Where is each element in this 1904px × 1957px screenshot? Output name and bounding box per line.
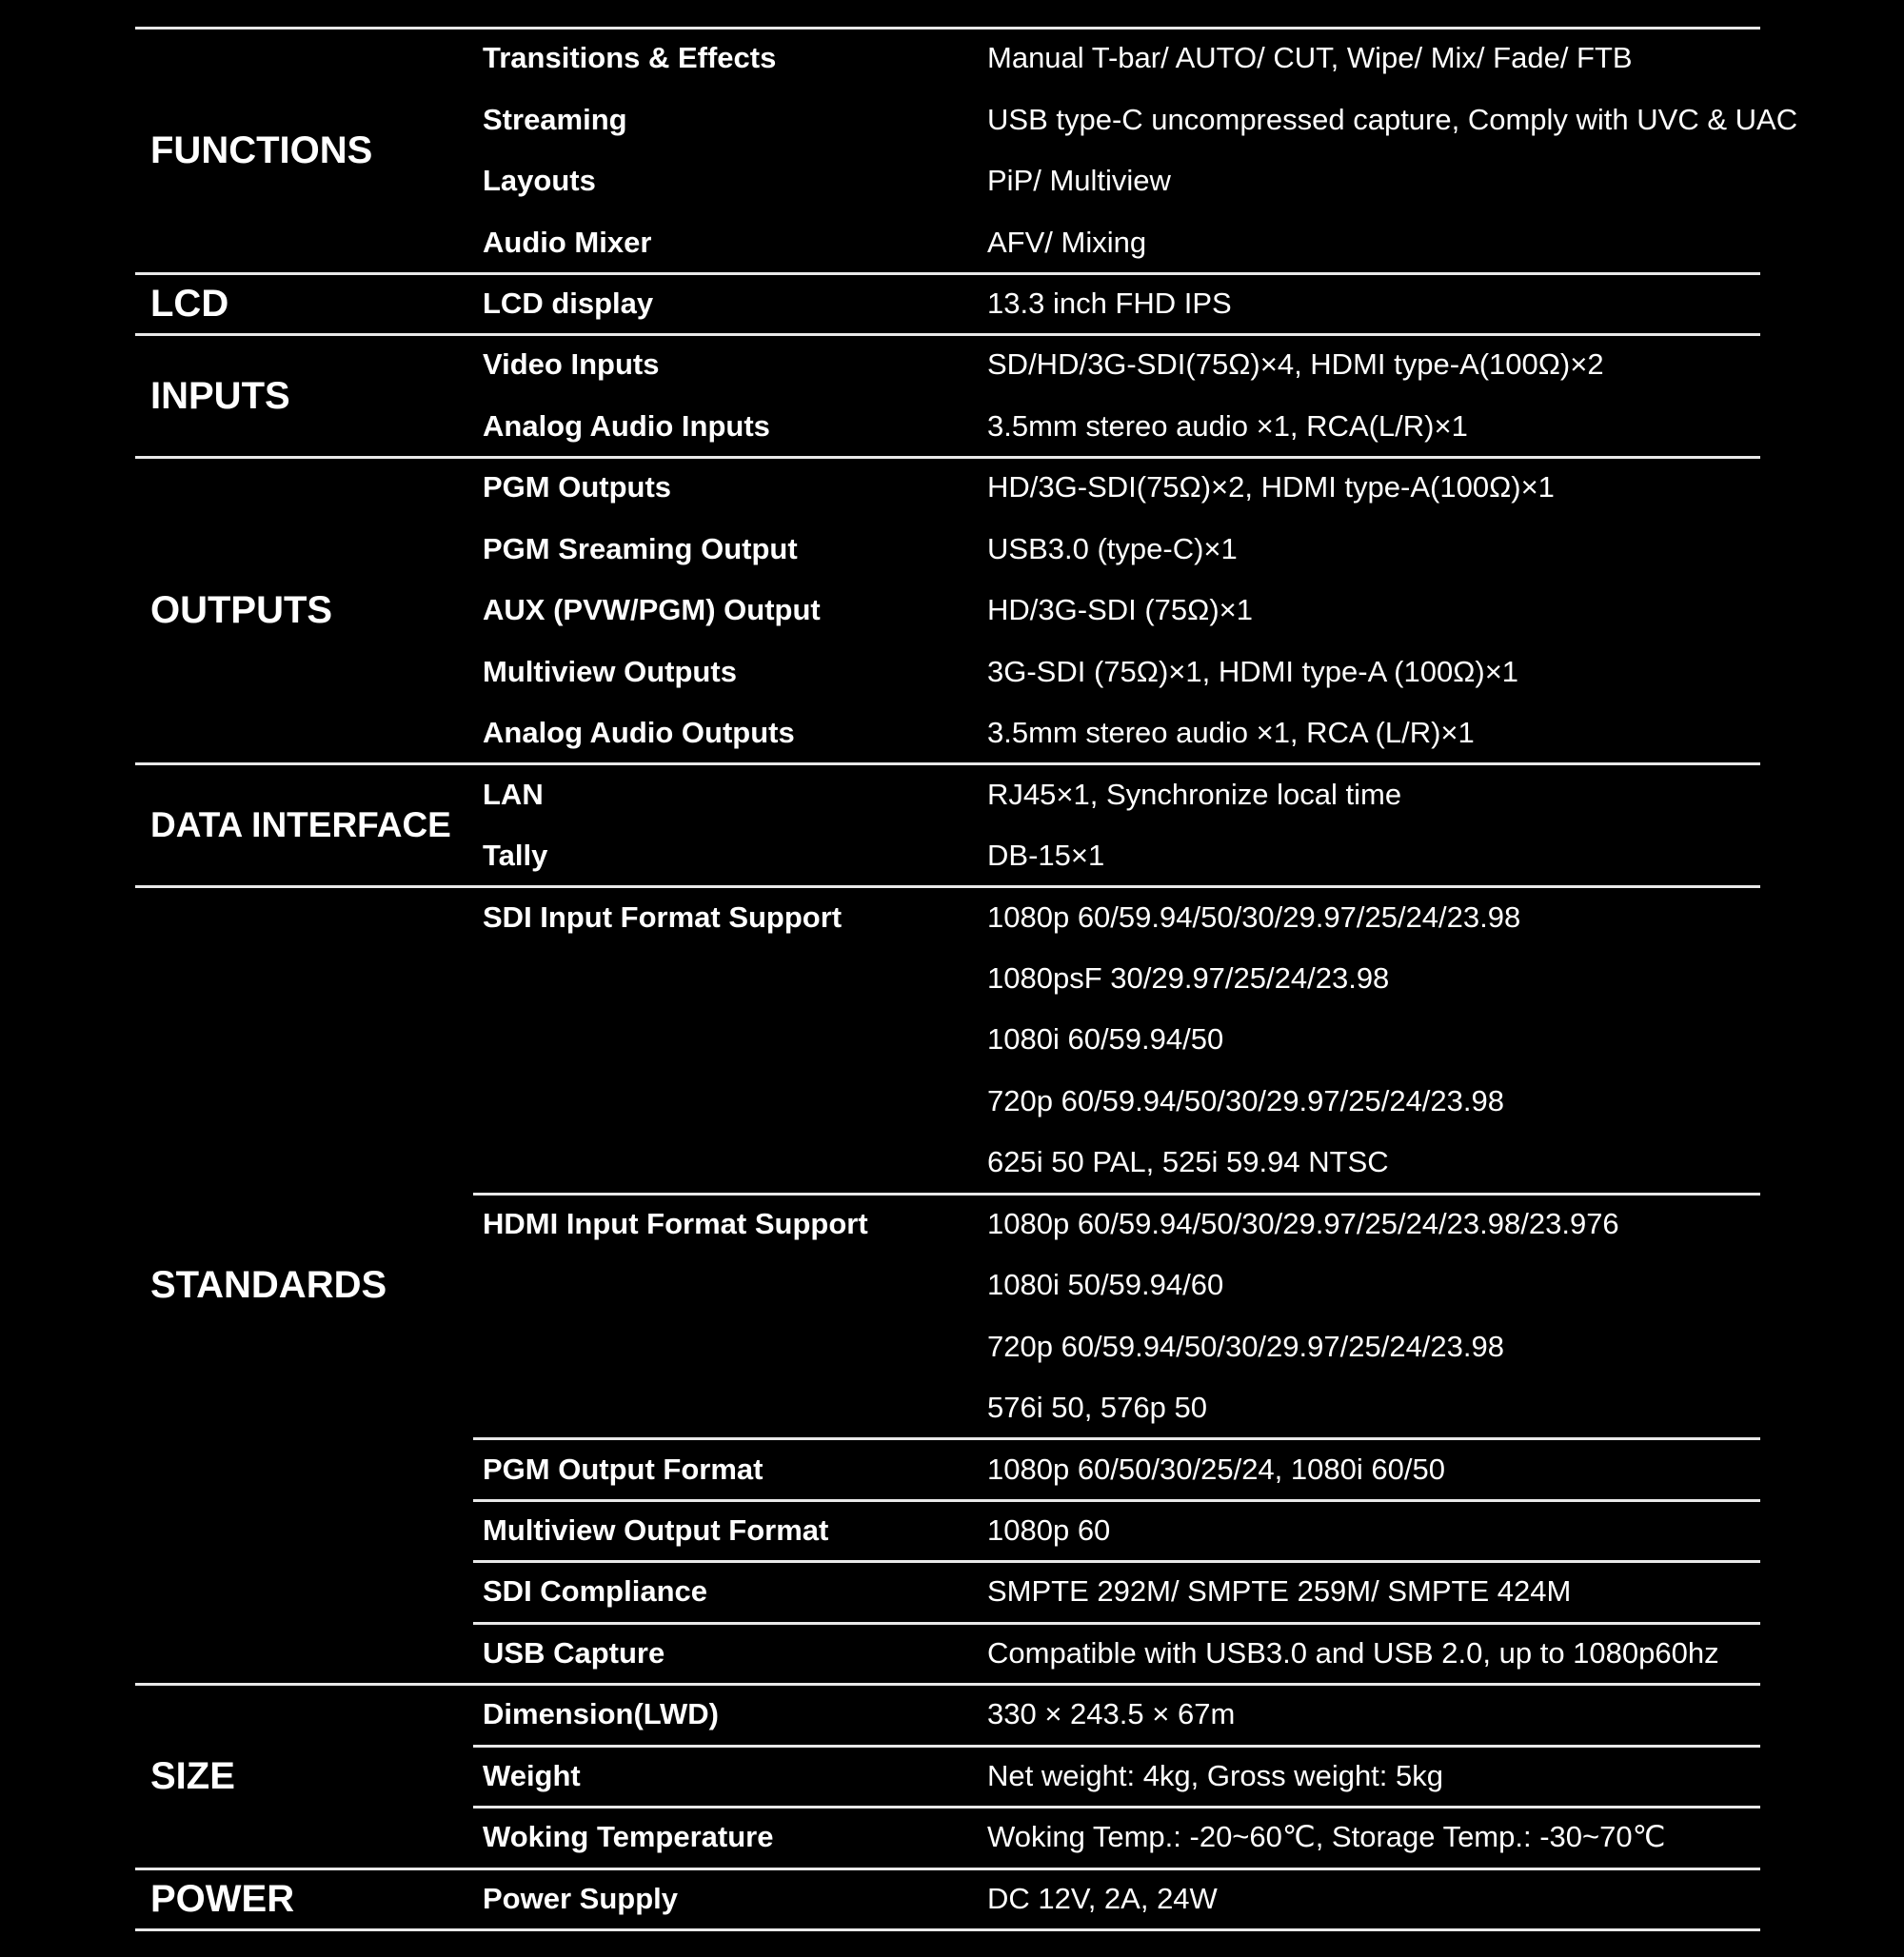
section-title-power: POWER: [150, 1878, 295, 1920]
subgroup-divider: [473, 1622, 1760, 1625]
spec-label: Analog Audio Inputs: [483, 409, 770, 443]
spec-label: AUX (PVW/PGM) Output: [483, 593, 821, 626]
spec-value: USB type-C uncompressed capture, Comply with UVC & UAC: [987, 103, 1798, 136]
section-title-standards: STANDARDS: [150, 1264, 387, 1306]
spec-value: Net weight: 4kg, Gross weight: 5kg: [987, 1759, 1444, 1792]
subgroup-divider: [473, 1745, 1760, 1748]
spec-value: 3.5mm stereo audio ×1, RCA(L/R)×1: [987, 409, 1468, 443]
spec-label: Power Supply: [483, 1882, 678, 1915]
spec-value: Manual T-bar/ AUTO/ CUT, Wipe/ Mix/ Fade/ FTB: [987, 41, 1633, 74]
spec-value: 13.3 inch FHD IPS: [987, 287, 1232, 320]
spec-value: SD/HD/3G-SDI(75Ω)×4, HDMI type-A(100Ω)×2: [987, 347, 1604, 381]
section-divider: [135, 456, 1760, 459]
spec-value: 1080i 50/59.94/60: [987, 1268, 1224, 1301]
section-divider: [135, 762, 1760, 765]
spec-value: 1080p 60: [987, 1513, 1111, 1547]
spec-label: SDI Input Format Support: [483, 900, 843, 934]
spec-value: 625i 50 PAL, 525i 59.94 NTSC: [987, 1145, 1389, 1178]
spec-value: 576i 50, 576p 50: [987, 1391, 1207, 1424]
spec-value: 720p 60/59.94/50/30/29.97/25/24/23.98: [987, 1084, 1504, 1117]
spec-label: LCD display: [483, 287, 654, 320]
spec-value: HD/3G-SDI(75Ω)×2, HDMI type-A(100Ω)×1: [987, 470, 1555, 504]
spec-value: 1080p 60/50/30/25/24, 1080i 60/50: [987, 1453, 1445, 1486]
spec-label: Woking Temperature: [483, 1820, 774, 1853]
spec-value: 1080psF 30/29.97/25/24/23.98: [987, 961, 1390, 995]
section-title-functions: FUNCTIONS: [150, 129, 373, 171]
subgroup-divider: [473, 1499, 1760, 1502]
spec-label: Audio Mixer: [483, 226, 652, 259]
spec-value: Woking Temp.: -20~60℃, Storage Temp.: -30~70℃: [987, 1820, 1666, 1853]
section-title-inputs: INPUTS: [150, 375, 290, 417]
spec-label: Layouts: [483, 164, 596, 197]
section-title-outputs: OUTPUTS: [150, 589, 333, 631]
spec-label: HDMI Input Format Support: [483, 1207, 868, 1240]
subgroup-divider: [473, 1560, 1760, 1563]
spec-label: Analog Audio Outputs: [483, 716, 795, 749]
spec-value: DC 12V, 2A, 24W: [987, 1882, 1218, 1915]
spec-label: Video Inputs: [483, 347, 660, 381]
spec-value: Compatible with USB3.0 and USB 2.0, up to 1080p60hz: [987, 1636, 1719, 1670]
spec-label: Streaming: [483, 103, 627, 136]
section-divider: [135, 272, 1760, 275]
spec-label: PGM Outputs: [483, 470, 672, 504]
section-divider: [135, 333, 1760, 336]
spec-label: PGM Sreaming Output: [483, 532, 798, 565]
section-title-data-interface: DATA INTERFACE: [150, 805, 451, 844]
spec-label: Dimension(LWD): [483, 1697, 719, 1730]
spec-value: 1080i 60/59.94/50: [987, 1022, 1224, 1056]
section-title-size: SIZE: [150, 1755, 235, 1797]
subgroup-divider: [473, 1193, 1760, 1196]
spec-value: USB3.0 (type-C)×1: [987, 532, 1238, 565]
spec-label: Multiview Output Format: [483, 1513, 829, 1547]
spec-value: PiP/ Multiview: [987, 164, 1171, 197]
section-divider: [135, 885, 1760, 888]
spec-value: 3G-SDI (75Ω)×1, HDMI type-A (100Ω)×1: [987, 655, 1519, 688]
spec-label: SDI Compliance: [483, 1574, 707, 1608]
spec-value: DB-15×1: [987, 839, 1105, 872]
subgroup-divider: [473, 1437, 1760, 1440]
spec-value: 330 × 243.5 × 67m: [987, 1697, 1236, 1730]
section-title-lcd: LCD: [150, 283, 229, 325]
spec-value: 720p 60/59.94/50/30/29.97/25/24/23.98: [987, 1330, 1504, 1363]
spec-value: 3.5mm stereo audio ×1, RCA (L/R)×1: [987, 716, 1475, 749]
spec-value: 1080p 60/59.94/50/30/29.97/25/24/23.98: [987, 900, 1521, 934]
spec-label: Tally: [483, 839, 548, 872]
spec-value: HD/3G-SDI (75Ω)×1: [987, 593, 1253, 626]
spec-label: Transitions & Effects: [483, 41, 777, 74]
section-divider: [135, 1868, 1760, 1870]
spec-label: Multiview Outputs: [483, 655, 737, 688]
section-divider: [135, 1683, 1760, 1686]
spec-value: 1080p 60/59.94/50/30/29.97/25/24/23.98/23.976: [987, 1207, 1619, 1240]
spec-label: USB Capture: [483, 1636, 665, 1670]
spec-label: LAN: [483, 778, 544, 811]
spec-value: AFV/ Mixing: [987, 226, 1147, 259]
spec-label: Weight: [483, 1759, 581, 1792]
spec-label: PGM Output Format: [483, 1453, 764, 1486]
table-top-rule: [135, 27, 1760, 30]
spec-value: SMPTE 292M/ SMPTE 259M/ SMPTE 424M: [987, 1574, 1572, 1608]
spec-value: RJ45×1, Synchronize local time: [987, 778, 1402, 811]
section-divider: [135, 1928, 1760, 1931]
subgroup-divider: [473, 1806, 1760, 1809]
